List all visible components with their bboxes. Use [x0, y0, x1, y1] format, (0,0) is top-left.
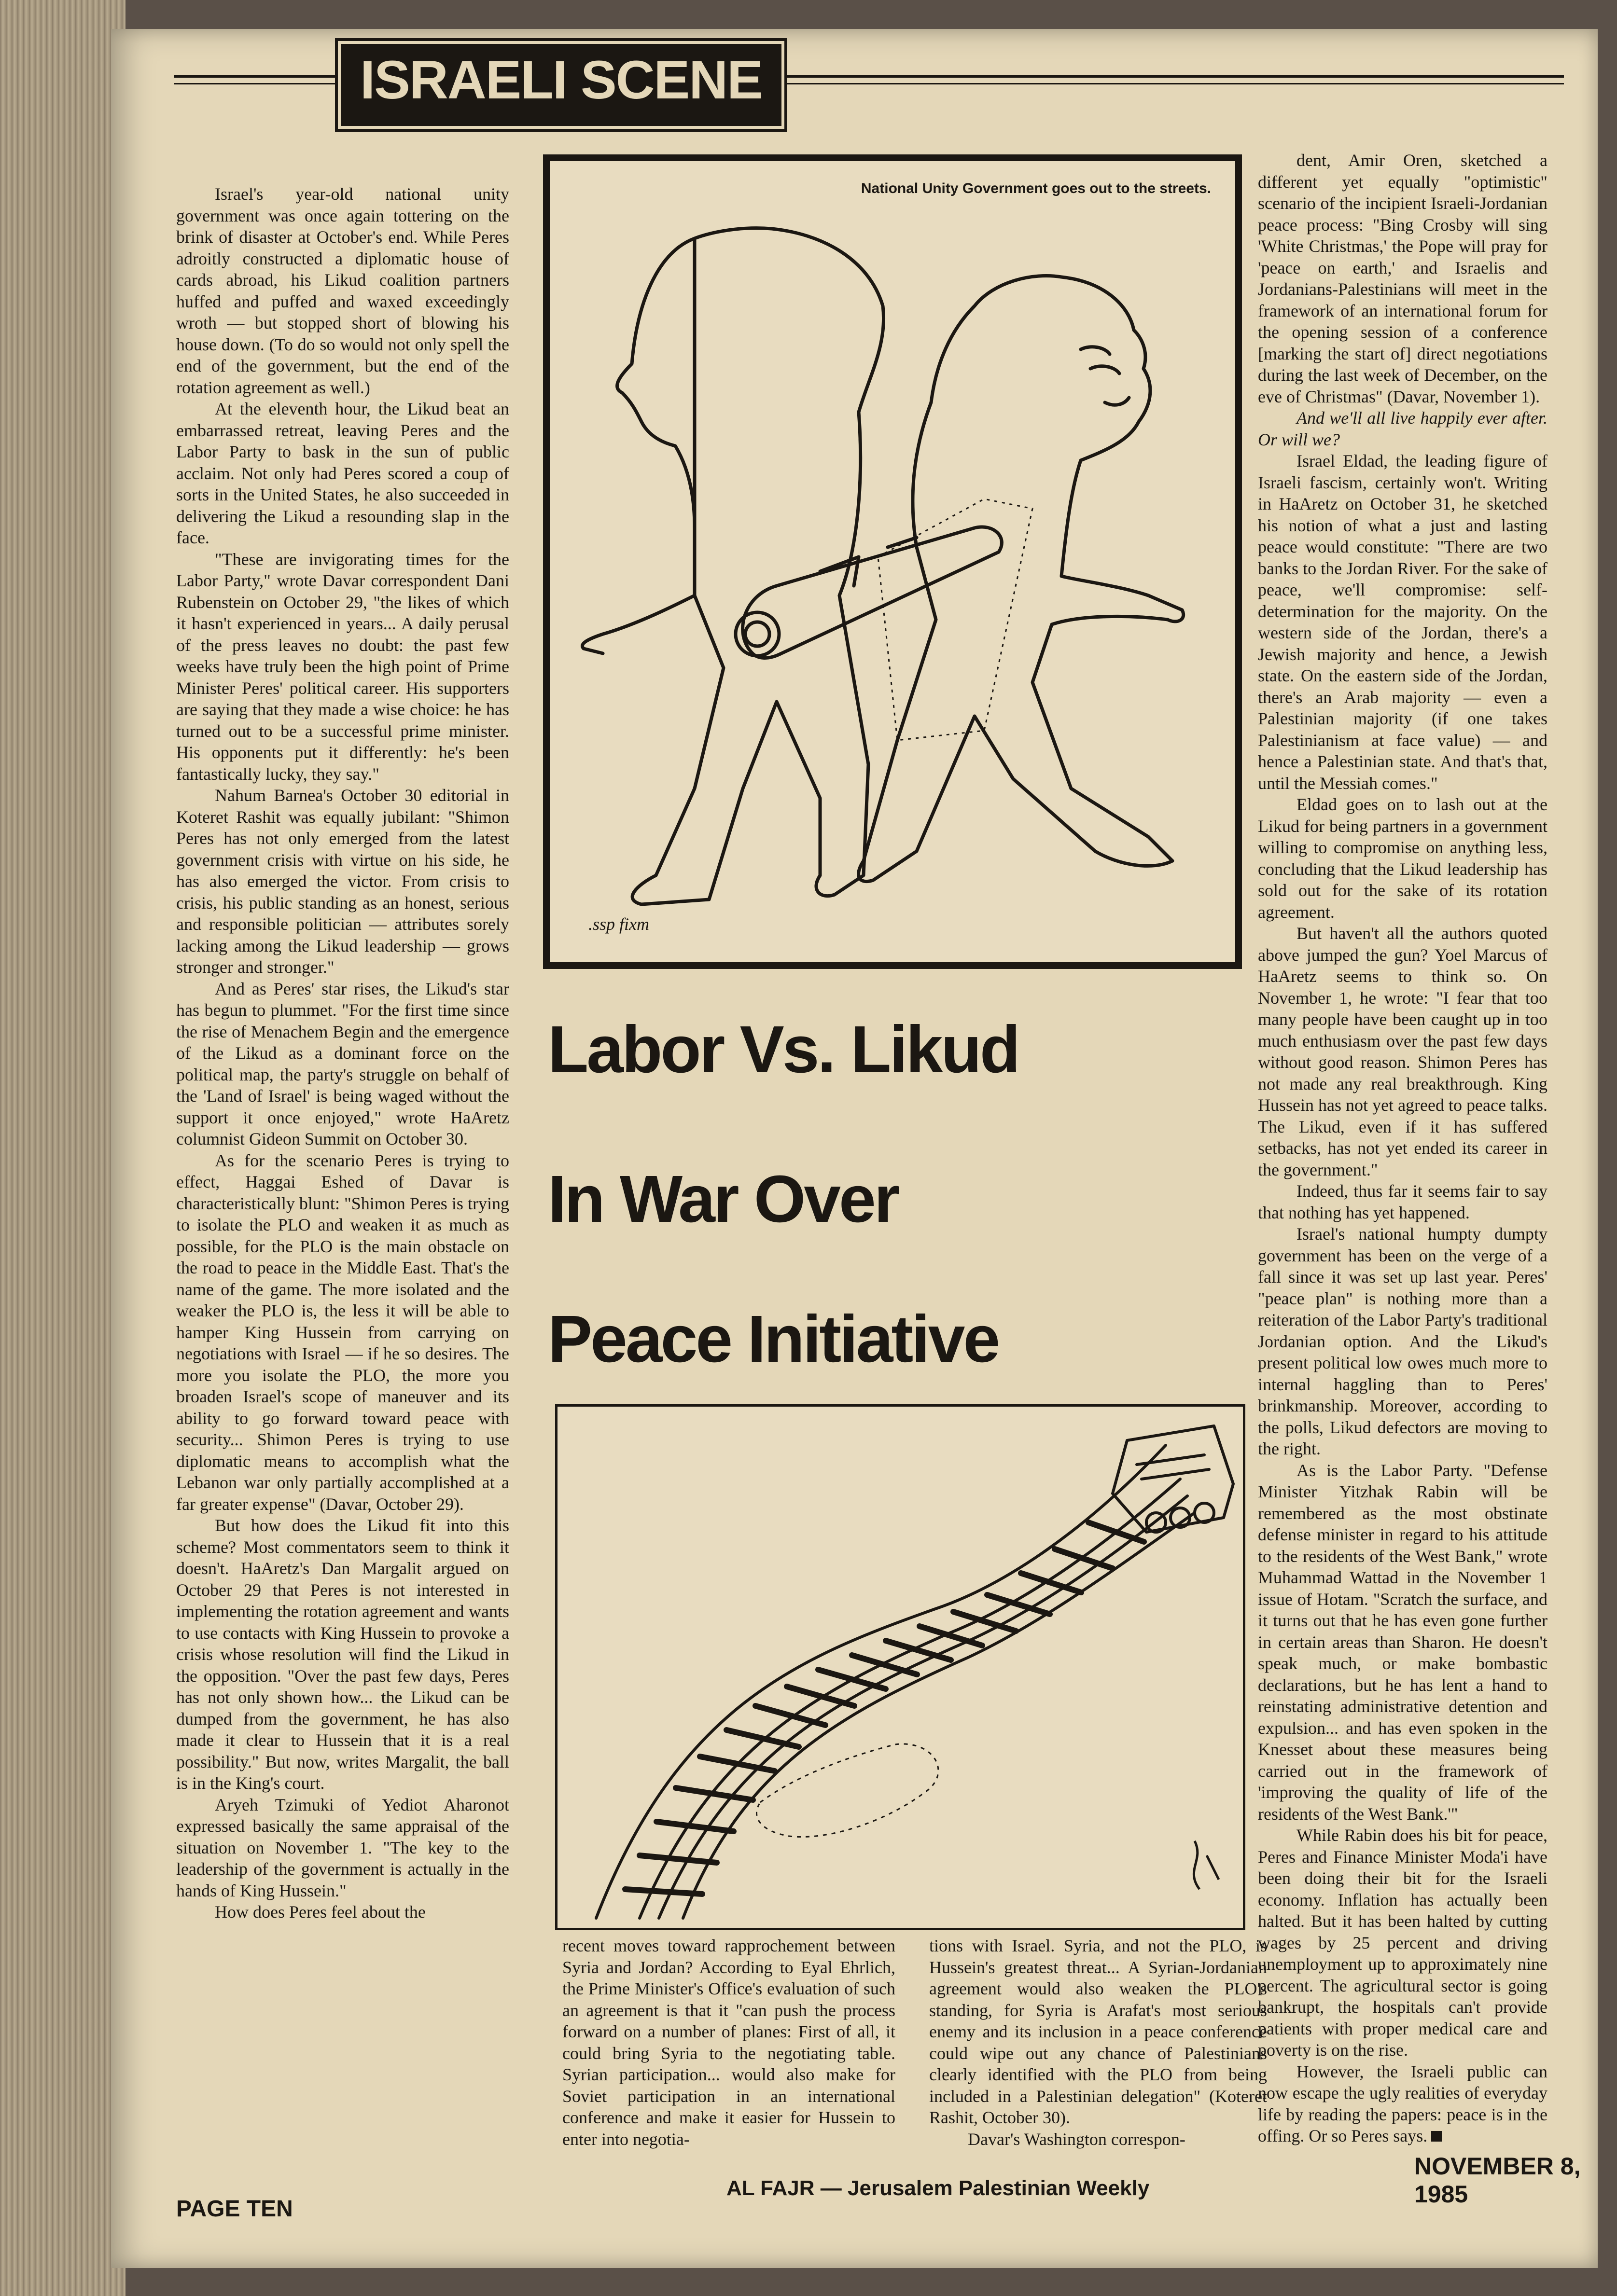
newspaper-page	[111, 29, 1598, 2268]
paragraph: Israel's year-old national unity government was once again tottering on the brink of disaster at October's end. While Peres adroitly constructed a diplomatic house of cards abroad, his Likud coalition partners huffed and puffed and waxed exceedingly wroth — but stopped short of blowing his house down. (To do so would not only spell the end of the government, but the end of the rotation agreement as well.)	[176, 184, 509, 397]
paragraph-last	[1258, 2061, 1547, 2147]
cartoon-unity-government	[543, 154, 1242, 969]
italic-aside: And we'll all live happily ever after. Or will we?	[1258, 408, 1547, 449]
section-banner: ISRAELI SCENE	[338, 41, 784, 129]
paragraph: But haven't all the authors quoted above jumped the gun? Yoel Marcus of HaAretz seems to think so. On November 1, he wrote: "I fear that too many people have been caught up in too much enthusiasm over the past few days without good reason. Shimon Peres has not made any real breakthrough. King Hussein has not yet agreed to peace talks. The Likud, even if it has suffered setbacks, has not yet ended its career in the government."	[1258, 924, 1547, 1179]
paragraph: Indeed, thus far it seems fair to say that nothing has yet happened.	[1258, 1181, 1547, 1222]
end-mark-icon	[1431, 2131, 1442, 2142]
book-spine-edge	[0, 0, 125, 2296]
cartoonist-signature: .ssp fixm	[588, 914, 649, 934]
cartoon-drawing	[550, 161, 1235, 962]
paragraph: While Rabin does his bit for peace, Peres and Finance Minister Moda'i have been doing their bit for the Israeli economy. Inflation has actually been halted. But it has been halted by cutting wages by 25 percent and driving unemployment up to approximately nine percent. The agricultural sector is going bankrupt, the hospitals can't provide patients with proper medical care and poverty is on the rise.	[1258, 1826, 1547, 2060]
paragraph: Eldad goes on to lash out at the Likud for being partners in a government willing to compromise on anything less, concluding that the Likud leadership has sold out for the sake of its rotation agreement.	[1258, 795, 1547, 922]
paragraph: recent moves toward rapprochement between Syria and Jordan? According to Eyal Ehrlich, the Prime Minister's Office's evaluation of such an agreement is that it "can push the process forward on a number of planes: First of all, it could bring Syria to the negotiating table. Syrian participation... would also make for Soviet participation in an international conference and make it easier for Hussein to enter into negotia-	[562, 1936, 895, 2149]
paragraph: As for the scenario Peres is trying to effect, Haggai Eshed of Davar is characteristically blunt: "Shimon Peres is trying to isolate the PLO and weaken it as much as possible, for the PLO is the main obstacle on the road to peace in the Middle East. That's the name of the game. The more isolated and the weaker the PLO is, the less it will be able to hamper King Hussein from carrying on negotiations with Israel — if he so desires. The more you isolate the PLO, the more you broaden Israel's scope of maneuver and its ability to go forward toward peace with security... Shimon Peres is trying to use diplomatic means to accomplish what the Lebanon war only partially accomplished at a far greater expense" (Davar, October 29).	[176, 1150, 509, 1514]
publication-name: AL FAJR — Jerusalem Palestinian Weekly	[726, 2176, 1150, 2200]
headline-line-1: Labor Vs. Likud	[548, 1012, 1019, 1087]
issue-date: NOVEMBER 8, 1985	[1414, 2153, 1581, 2208]
paragraph: Davar's Washington correspon-	[968, 2129, 1185, 2149]
headline-line-2: In War Over	[548, 1162, 898, 1236]
cartoon-drawing	[558, 1407, 1243, 1928]
paragraph: "These are invigorating times for the Labor Party," wrote Davar correspondent Dani Rubenstein on October 29, "the likes of which it hasn't experienced in years... A daily perusal of the press leaves no doubt: the past few weeks have truly been the high point of Prime Minister Peres' political career. His supporters are saying that they made a wise choice: he has turned out to be a successful prime minister. His opponents put it differently: he's been fantastically lucky, they say."	[176, 549, 509, 784]
cartoon-train	[555, 1404, 1245, 1930]
page-number: PAGE TEN	[176, 2196, 293, 2222]
article-column-1	[176, 183, 509, 2123]
paragraph: Israel's national humpty dumpty government has been on the verge of a fall since it was set up last year. Peres' "peace plan" is nothing more than a reiteration of the Labor Party's traditional Jordanian option. And the Likud's present political low owes much more to internal haggling than to Peres' brinkmanship. Moreover, according to the polls, Likud defectors are moving to the right.	[1258, 1224, 1547, 1458]
headline-line-3: Peace Initiative	[548, 1302, 999, 1376]
paragraph: dent, Amir Oren, sketched a different yet equally "optimistic" scenario of the incipient Israeli-Jordanian peace process: "Bing Crosby will sing 'White Christmas,' the Pope will pray for 'peace on earth,' and Israelis and Jordanians-Palestinians will meet in the framework of an international forum for the opening session of a conference [marking the start of] direct negotiations during the last week of December, on the eve of Christmas" (Davar, November 1).	[1258, 151, 1547, 406]
paragraph: tions with Israel. Syria, and not the PLO, is Hussein's greatest threat... A Syrian-Jordanian agreement would also weaken the PLO's standing, for Syria is Arafat's most serious enemy and its inclusion in a peace conference could wipe out any chance of Palestinians clearly identified with the PLO from being included in a Palestinian delegation" (Koteret Rashit, October 30).	[929, 1936, 1267, 2127]
cartoon-caption: National Unity Government goes out to the streets.	[861, 180, 1211, 196]
paragraph: Aryeh Tzimuki of Yediot Aharonot expressed basically the same appraisal of the situation on November 1. "The key to the leadership of the government is actually in the hands of King Hussein."	[176, 1795, 509, 1900]
closing-text: However, the Israeli public can now escape the ugly realities of everyday life by reading the papers: peace is in the offing. Or so Peres says.	[1258, 2061, 1547, 2145]
paragraph: And as Peres' star rises, the Likud's star has begun to plummet. "For the first time since the rise of Menachem Begin and the emergence of the Likud as a dominant force on the political map, the party's struggle on behalf of the 'Land of Israel' is being waged without the support it once enjoyed," wrote HaAretz columnist Gideon Summit on October 30.	[176, 979, 509, 1148]
paragraph: As is the Labor Party. "Defense Minister Yitzhak Rabin will be remembered as the most obstinate defense minister in regard to his attitude to the residents of the West Bank," wrote Muhammad Wattad in the November 1 issue of Hotam. "Scratch the surface, and it turns out that he has even gone further in certain areas than Sharon. He doesn't speak much, or make bombastic declarations, but he has lent a hand to reinstating administrative detention and expulsion... and has even spoken in the Knesset about these measures being carried out in the framework of 'improving the quality of life of the residents of the West Bank.'"	[1258, 1460, 1547, 1824]
article-column-4	[1258, 150, 1547, 2145]
paragraph-italic	[1258, 407, 1547, 450]
paragraph: Israel Eldad, the leading figure of Israeli fascism, certainly won't. Writing in HaAretz on October 31, he sketched his notion of what a just and lasting peace would constitute: "There are two banks to the Jordan River. For the sake of peace, we'll compromise: self-determination for the majority. On the western side of the Jordan, there's a Jewish majority and hence, a Jewish state. On the eastern side of the Jordan, there's an Arab majority — even a Palestinian majority (if one takes Palestinianism at face value) — and hence a Palestinian state. And that's that, until the Messiah comes."	[1258, 451, 1547, 793]
paragraph: But how does the Likud fit into this scheme? Most commentators seem to think it doesn't. HaAretz's Dan Margalit argued on October 29 that Peres is not interested in implementing the rotation agreement and wants to use contacts with King Hussein to provoke a crisis whose resolution will find the Likud in the opposition. "Over the past few days, Peres has not only shown how... the Likud can be dumped from the government, he has also made it clear to Hussein that it is a real possibility." But now, writes Margalit, the ball is in the King's court.	[176, 1516, 509, 1793]
article-column-2	[562, 1935, 895, 2149]
paragraph: How does Peres feel about the	[215, 1902, 426, 1922]
article-column-3	[929, 1935, 1267, 2149]
paragraph: At the eleventh hour, the Likud beat an embarrassed retreat, leaving Peres and the Labor Party to bask in the sun of public acclaim. Not only had Peres scored a coup of sorts in the United States, he also succeeded in delivering the Likud a resounding slap in the face.	[176, 399, 509, 547]
paragraph: Nahum Barnea's October 30 editorial in Koteret Rashit was equally jubilant: "Shimon Peres has not only emerged from the latest government crisis with virtue on his side, he has also emerged the victor. From crisis to crisis, his public standing as an honest, serious and responsible politician — attributes sorely lacking among the Likud leadership — grows stronger and stronger."	[176, 786, 509, 977]
